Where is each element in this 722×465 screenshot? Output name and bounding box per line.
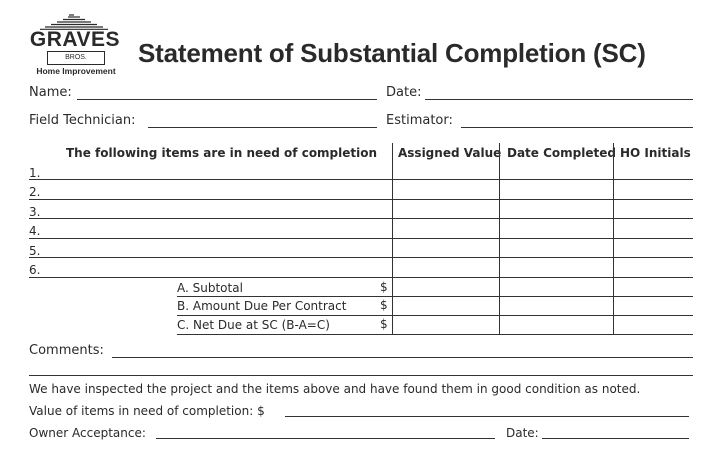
item-row-number: 3.: [29, 205, 41, 219]
page-title: Statement of Substantial Completion (SC): [138, 38, 646, 68]
amount-due-line[interactable]: [177, 315, 693, 316]
logo-sub: BROS.: [47, 51, 105, 65]
net-due-line[interactable]: [177, 334, 693, 335]
item-row-number: 4.: [29, 224, 41, 238]
field-technician-label: Field Technician:: [29, 113, 136, 128]
item-row-line[interactable]: [29, 238, 693, 239]
comments-field-line-2[interactable]: [29, 375, 693, 376]
subtotal-currency: $: [380, 280, 388, 294]
name-field[interactable]: [77, 99, 377, 100]
estimator-field[interactable]: [461, 127, 693, 128]
items-header: The following items are in need of completion: [66, 146, 378, 160]
net-due-currency: $: [380, 317, 388, 331]
ho-initials-header: HO Initials: [620, 146, 691, 160]
logo-tagline: Home Improvement: [36, 66, 116, 76]
value-field[interactable]: [285, 416, 689, 417]
item-row-number: 6.: [29, 263, 41, 277]
assigned-value-header: Assigned Value: [398, 146, 502, 160]
amount-due-label: B. Amount Due Per Contract: [177, 299, 347, 313]
item-row-number: 2.: [29, 185, 41, 199]
subtotal-line[interactable]: [177, 296, 693, 297]
item-row-line[interactable]: [29, 179, 693, 180]
final-date-field[interactable]: [542, 438, 689, 439]
item-row-line[interactable]: [29, 199, 693, 200]
date-label: Date:: [386, 85, 422, 100]
date-field[interactable]: [425, 99, 693, 100]
item-row-number: 5.: [29, 244, 41, 258]
subtotal-label: A. Subtotal: [177, 281, 243, 295]
net-due-label: C. Net Due at SC (B-A=C): [177, 318, 330, 332]
date-completed-header: Date Completed: [507, 146, 616, 160]
item-row-number: 1.: [29, 166, 41, 180]
item-row-line[interactable]: [29, 257, 693, 258]
final-date-label: Date:: [506, 426, 539, 440]
field-technician-field[interactable]: [148, 127, 377, 128]
comments-label: Comments:: [29, 343, 104, 358]
company-logo: [27, 14, 125, 76]
comments-field[interactable]: [112, 357, 693, 358]
item-row-line[interactable]: [29, 218, 693, 219]
estimator-label: Estimator:: [386, 113, 453, 128]
amount-due-currency: $: [380, 298, 388, 312]
item-row-line[interactable]: [29, 277, 693, 278]
name-label: Name:: [29, 85, 72, 100]
value-label: Value of items in need of completion: $: [29, 404, 265, 418]
owner-acceptance-field[interactable]: [156, 438, 495, 439]
inspection-statement: We have inspected the project and the items above and have found them in good condition as noted.: [29, 382, 641, 396]
logo-name: GRAVES: [29, 28, 121, 51]
owner-acceptance-label: Owner Acceptance:: [29, 426, 146, 440]
